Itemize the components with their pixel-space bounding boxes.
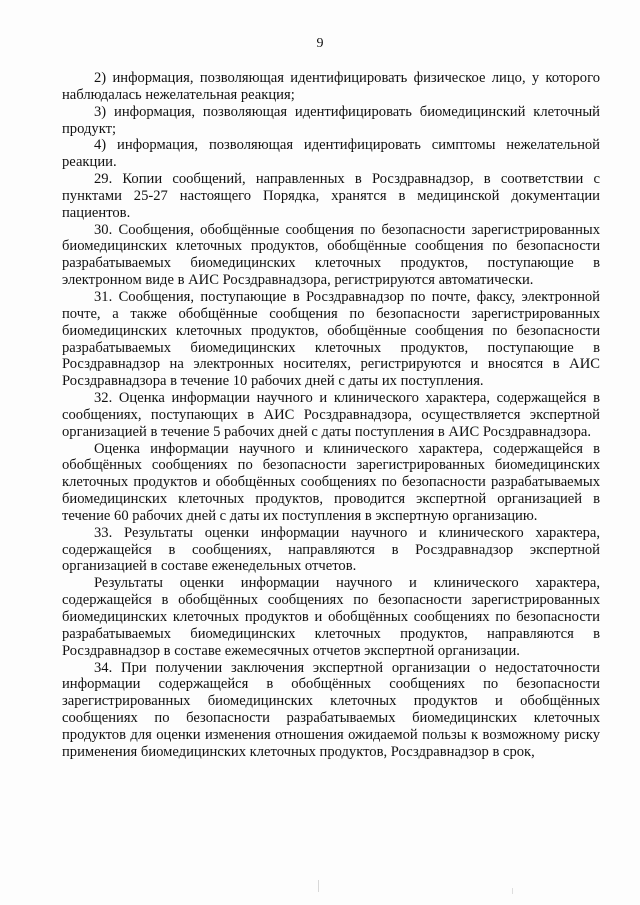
paragraph-item-3: 3) информация, позволяющая идентифицировать биомедицинский клеточный продукт; xyxy=(62,103,600,137)
paragraph-29: 29. Копии сообщений, направленных в Росздравнадзор, в соответствии с пунктами 25-27 настоящего Порядка, хранятся в медицинской документации пациентов. xyxy=(62,171,600,221)
paragraph-30: 30. Сообщения, обобщённые сообщения по безопасности зарегистрированных биомедицинских клеточных продуктов, обобщённые сообщения по безопасности разрабатываемых биомедицинских клеточных продуктов, поступающие в электронном виде в АИС Росздравнадзора, регистрируются автоматически. xyxy=(62,221,600,289)
scan-artifact xyxy=(512,888,513,894)
paragraph-32-continued: Оценка информации научного и клинического характера, содержащейся в обобщённых сообщениях по безопасности зарегистрированных биомедицинских клеточных продуктов и обобщённых сообщениях по безопасности разрабатываемых биомедицинских клеточных продуктов, проводится экспертной организацией в течение 60 рабочих дней с даты их поступления в экспертную организацию. xyxy=(62,440,600,524)
paragraph-33-continued: Результаты оценки информации научного и клинического характера, содержащейся в обобщённых сообщениях по безопасности зарегистрированных биомедицинских клеточных продуктов и обобщённых сообщениях по безопасности разрабатываемых биомедицинских клеточных продуктов, направляются в Росздравнадзор в составе ежемесячных отчетов экспертной организации. xyxy=(62,575,600,659)
page-number: 9 xyxy=(316,36,324,51)
paragraph-33: 33. Результаты оценки информации научного и клинического характера, содержащейся в сообщениях, направляются в Росздравнадзор экспертной организацией в составе еженедельных отчетов. xyxy=(62,524,600,575)
document-body xyxy=(62,70,600,761)
scan-artifact xyxy=(318,880,319,892)
paragraph-32: 32. Оценка информации научного и клинического характера, содержащейся в сообщениях, поступающих в АИС Росздравнадзора, осуществляется экспертной организацией в течение 5 рабочих дней с даты поступления в АИС Росздравнадзора. xyxy=(62,390,600,440)
paragraph-item-4: 4) информация, позволяющая идентифицировать симптомы нежелательной реакции. xyxy=(62,137,600,171)
paragraph-item-2: 2) информация, позволяющая идентифицировать физическое лицо, у которого наблюдалась нежелательная реакция; xyxy=(62,70,600,103)
paragraph-31: 31. Сообщения, поступающие в Росздравнадзор по почте, факсу, электронной почте, а также обобщённые сообщения по безопасности зарегистрированных биомедицинских клеточных продуктов, обобщённые сообщения по безопасности разрабатываемых биомедицинских клеточных продуктов, поступающие в Росздравнадзор на электронных носителях, регистрируются и вносятся в АИС Росздравнадзора в течение 10 рабочих дней с даты их поступления. xyxy=(62,288,600,390)
paragraph-34: 34. При получении заключения экспертной организации о недостаточности информации содержащейся в обобщённых сообщениях по безопасности зарегистрированных биомедицинских клеточных продуктов и обобщённых сообщениях по безопасности разрабатываемых биомедицинских клеточных продуктов для оценки изменения отношения ожидаемой пользы к возможному риску применения биомедицинских клеточных продуктов, Росздравнадзор в срок, xyxy=(62,659,600,760)
